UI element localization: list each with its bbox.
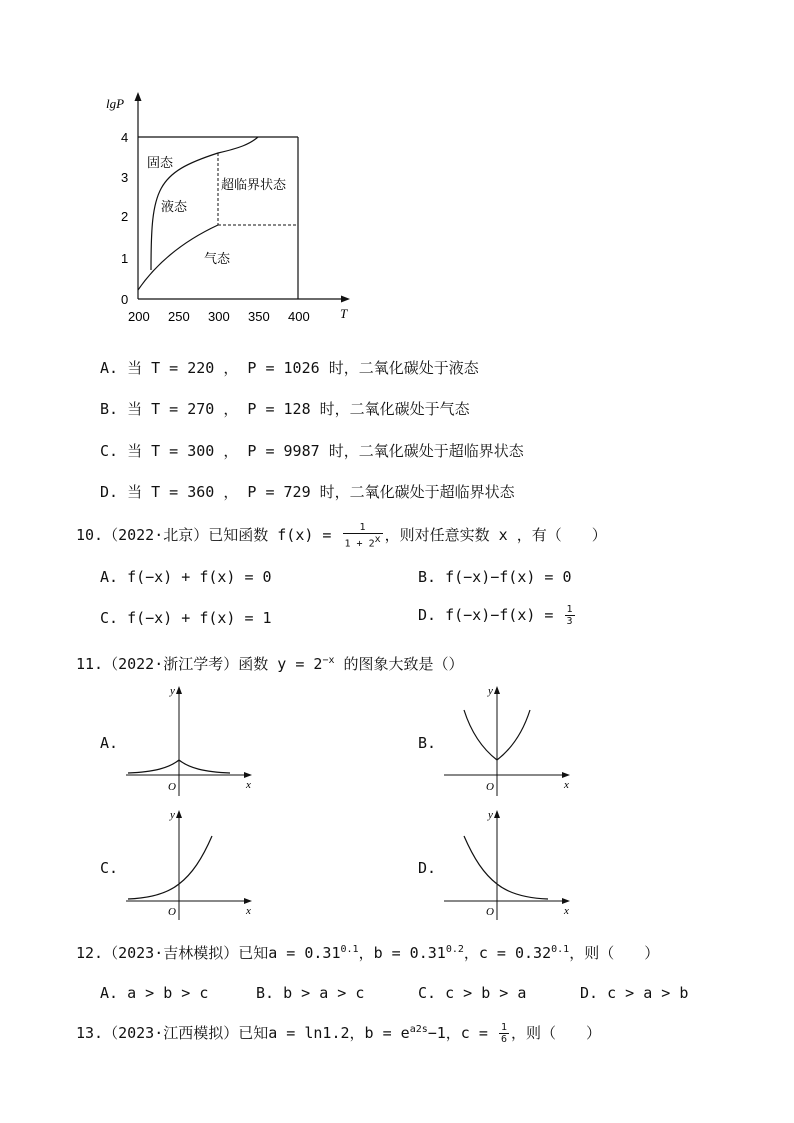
x-arrow-icon bbox=[244, 772, 252, 778]
q10-option-d: D. f(−x)−f(x) = $\frac{1}{3}$ bbox=[418, 604, 573, 627]
phase-diagram bbox=[100, 88, 360, 328]
y-tick-1: 1 bbox=[121, 251, 129, 266]
svg-text:y: y bbox=[170, 809, 175, 821]
q13-fraction: $\frac{1}{6}$ bbox=[500, 1022, 507, 1045]
svg-text:x: x bbox=[564, 779, 569, 791]
region-liquid: 液态 bbox=[161, 199, 188, 214]
q12-option-d: D. c > a > b bbox=[580, 984, 689, 1002]
q12-stem: 12.（2023·吉林模拟）已知$a = 0.31^{0.1}$，$b = 0.31^{0.2}$，$c = 0.32^{0.1}$，则（ ） bbox=[76, 944, 660, 962]
svg-text:O: O bbox=[168, 781, 176, 793]
y-arrow-icon bbox=[176, 810, 182, 818]
q11-label-b: B. bbox=[418, 734, 437, 752]
q10-option-b: B. f(−x)−f(x) = 0 bbox=[418, 568, 572, 586]
x-axis-arrow-icon bbox=[341, 296, 350, 303]
x-arrow-icon bbox=[244, 898, 252, 904]
q11-label-d: D. bbox=[418, 859, 437, 877]
x-tick-250: 250 bbox=[168, 309, 190, 324]
q11-graph-d bbox=[442, 804, 578, 922]
q10-stem: 10.（2022·北京）已知函数 f(x) = $\frac{1}{1 + 2^x}$ ，则对任意实数 x ，有（ ） bbox=[76, 522, 607, 550]
y-axis-arrow-icon bbox=[135, 92, 142, 101]
svg-text:O: O bbox=[486, 906, 494, 918]
svg-text:O: O bbox=[486, 781, 494, 793]
q10-option-c: C. f(−x) + f(x) = 1 bbox=[100, 609, 272, 627]
q9-option-d: D. 当 T = 360 ， P = 729 时，二氧化碳处于超临界状态 bbox=[100, 483, 515, 501]
y-arrow-icon bbox=[494, 686, 500, 694]
q9-option-b: B. 当 T = 270 ， P = 128 时，二氧化碳处于气态 bbox=[100, 400, 470, 418]
x-axis-label: T bbox=[340, 306, 348, 321]
q9-option-a: A. 当 T = 220 ， P = 1026 时，二氧化碳处于液态 bbox=[100, 359, 479, 377]
y-tick-4: 4 bbox=[121, 130, 129, 145]
q12-option-c: C. c > b > a bbox=[418, 984, 527, 1002]
x-tick-300: 300 bbox=[208, 309, 230, 324]
region-gas: 气态 bbox=[204, 251, 231, 266]
q12-option-b: B. b > a > c bbox=[256, 984, 365, 1002]
q11-label-c: C. bbox=[100, 859, 119, 877]
q10-option-a: A. f(−x) + f(x) = 0 bbox=[100, 568, 272, 586]
q11-graph-c bbox=[124, 804, 260, 922]
q9-option-c: C. 当 T = 300 ， P = 9987 时，二氧化碳处于超临界状态 bbox=[100, 442, 524, 460]
q11-graph-a bbox=[124, 680, 260, 798]
region-supercritical: 超临界状态 bbox=[221, 177, 287, 192]
y-tick-3: 3 bbox=[121, 170, 129, 185]
y-tick-2: 2 bbox=[121, 209, 129, 224]
svg-text:y: y bbox=[488, 809, 493, 821]
q11-graph-b bbox=[442, 680, 578, 798]
y-axis-label: lgP bbox=[106, 96, 125, 111]
x-tick-350: 350 bbox=[248, 309, 270, 324]
x-tick-200: 200 bbox=[128, 309, 150, 324]
x-tick-400: 400 bbox=[288, 309, 310, 324]
svg-text:y: y bbox=[170, 685, 175, 697]
svg-text:O: O bbox=[168, 906, 176, 918]
q11-label-a: A. bbox=[100, 734, 119, 752]
svg-text:x: x bbox=[246, 905, 251, 917]
svg-text:x: x bbox=[564, 905, 569, 917]
svg-text:x: x bbox=[246, 779, 251, 791]
q10-d-fraction: $\frac{1}{3}$ bbox=[566, 604, 573, 627]
svg-text:y: y bbox=[488, 685, 493, 697]
y-tick-0: 0 bbox=[121, 292, 129, 307]
q13-stem: 13.（2023·江西模拟）已知a = ln1.2，$b = e^{a2s}-1$，c = $\frac{1}{6}$ ，则（ ） bbox=[76, 1022, 601, 1045]
q11-stem: 11.（2022·浙江学考）函数 $y = 2^{-x}$ 的图象大致是（） bbox=[76, 655, 464, 673]
y-arrow-icon bbox=[176, 686, 182, 694]
y-arrow-icon bbox=[494, 810, 500, 818]
region-solid: 固态 bbox=[147, 155, 174, 170]
x-arrow-icon bbox=[562, 772, 570, 778]
q12-option-a: A. a > b > c bbox=[100, 984, 209, 1002]
q10-fraction: $\frac{1}{1 + 2^x}$ bbox=[344, 522, 381, 550]
x-arrow-icon bbox=[562, 898, 570, 904]
